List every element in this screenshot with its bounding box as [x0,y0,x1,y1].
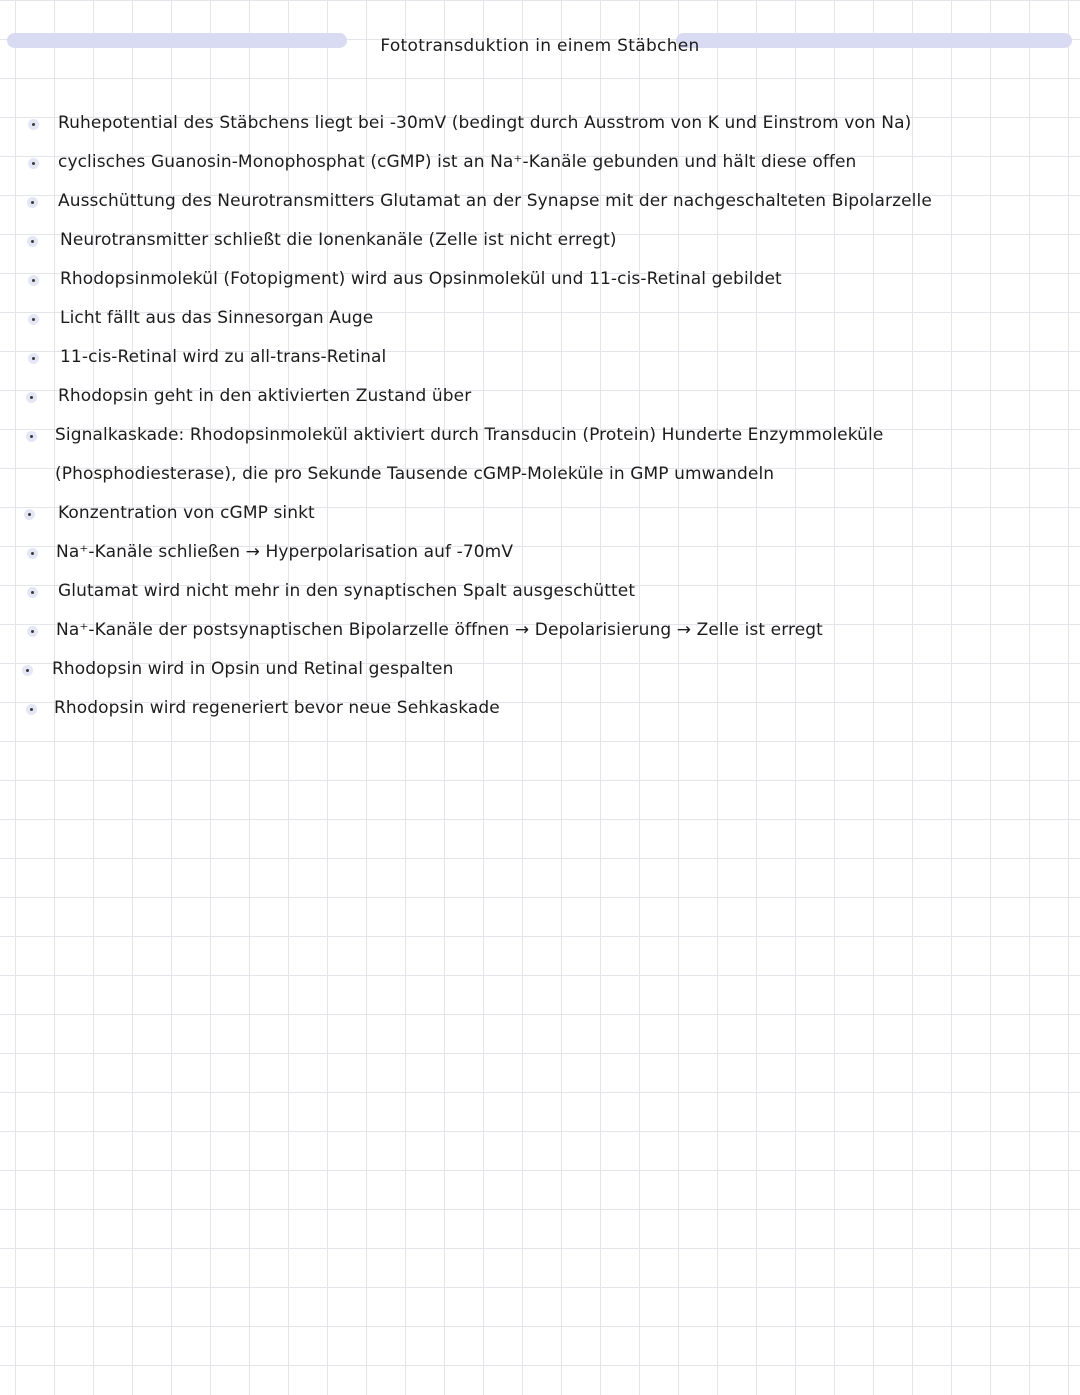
list-item [0,654,1080,693]
bullet-icon [28,158,39,169]
bullet-icon [27,626,38,637]
list-item [0,186,1080,225]
bullet-icon [28,314,39,325]
bullet-icon [22,665,33,676]
page-title: Fototransduktion in einem Stäbchen [380,36,700,56]
note-text: Na⁺-Kanäle schließen → Hyperpolarisation auf -70mV [56,542,514,562]
bullet-icon [28,353,39,364]
list-item [0,264,1080,303]
note-text: Na⁺-Kanäle der postsynaptischen Bipolarzelle öffnen → Depolarisierung → Zelle ist erregt [56,620,823,640]
bullet-icon [26,392,37,403]
bullet-icon [26,704,37,715]
note-text: Ausschüttung des Neurotransmitters Glutamat an der Synapse mit der nachgeschalteten Bipolarzelle [58,191,932,211]
list-item [0,342,1080,381]
bullet-icon [27,548,38,559]
note-text: Ruhepotential des Stäbchens liegt bei -30mV (bedingt durch Ausstrom von K und Einstrom von Na) [58,113,912,133]
list-item [0,303,1080,342]
bullet-icon [27,197,38,208]
list-item [0,498,1080,537]
bullet-icon [27,587,38,598]
note-text: Konzentration von cGMP sinkt [58,503,315,523]
list-item [0,576,1080,615]
note-text: Rhodopsinmolekül (Fotopigment) wird aus Opsinmolekül und 11-cis-Retinal gebildet [60,269,782,289]
list-item [0,108,1080,147]
note-text: Neurotransmitter schließt die Ionenkanäle (Zelle ist nicht erregt) [60,230,617,250]
bullet-icon [24,509,35,520]
note-text: cyclisches Guanosin-Monophosphat (cGMP) ist an Na⁺-Kanäle gebunden und hält diese offen [58,152,857,172]
bullet-icon [26,431,37,442]
note-text: Signalkaskade: Rhodopsinmolekül aktiviert durch Transducin (Protein) Hunderte Enzymmoleküle (Phosphodiesterase), die pro Sekunde Tausende cGMP-Moleküle in GMP umwandeln [55,425,884,484]
note-text: Glutamat wird nicht mehr in den synaptischen Spalt ausgeschüttet [58,581,636,601]
list-item [0,381,1080,420]
list-item [0,615,1080,654]
bullet-icon [27,236,38,247]
list-item [0,537,1080,576]
note-text: Rhodopsin wird in Opsin und Retinal gespalten [52,659,454,679]
note-text: 11-cis-Retinal wird zu all-trans-Retinal [60,347,387,367]
list-item [0,420,1080,498]
note-text: Rhodopsin wird regeneriert bevor neue Sehkaskade [54,698,500,718]
note-text: Rhodopsin geht in den aktivierten Zustand über [58,386,472,406]
note-text: Licht fällt aus das Sinnesorgan Auge [60,308,374,328]
bullet-icon [28,275,39,286]
list-item [0,693,1080,732]
list-item [0,147,1080,186]
list-item [0,225,1080,264]
bullet-icon [28,119,39,130]
